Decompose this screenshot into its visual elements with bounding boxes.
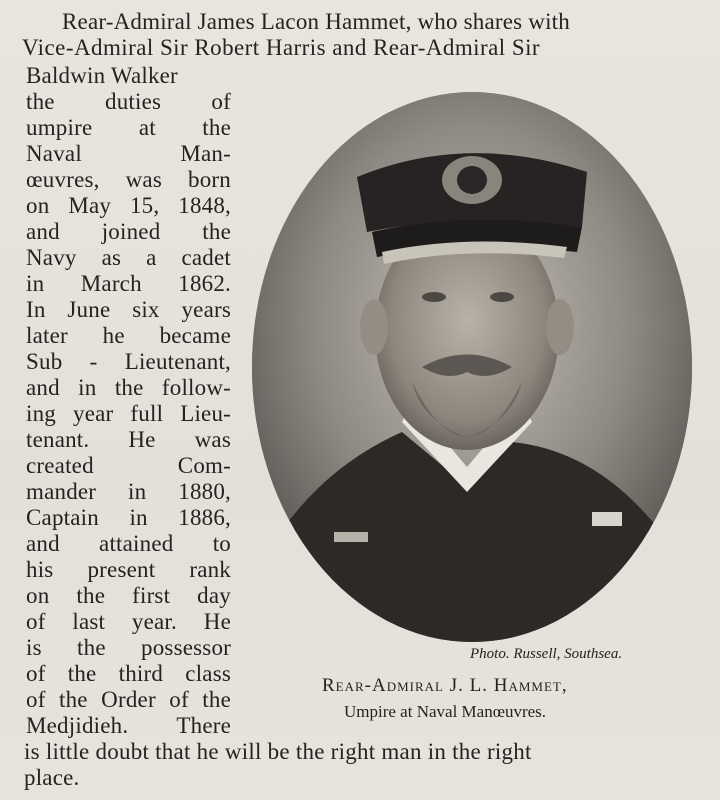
column-line: umpire at the [26, 115, 231, 140]
text-line-1: Rear-Admiral James Lacon Hammet, who shares with [62, 9, 570, 34]
text-line-2: Vice-Admiral Sir Robert Harris and Rear-Admiral Sir [22, 35, 541, 60]
column-line: Sub - Lieutenant, [26, 349, 231, 374]
column-line: œuvres, was born [26, 167, 231, 192]
column-line: Naval Man- [26, 141, 231, 166]
column-line: of the Order of the [26, 687, 231, 712]
column-line: his present rank [26, 557, 231, 582]
column-line: the duties of [26, 89, 231, 114]
column-line: Baldwin Walker [26, 63, 178, 88]
column-line: later he became [26, 323, 231, 348]
column-line: tenant. He was [26, 427, 231, 452]
column-line: and in the follow- [26, 375, 231, 400]
portrait-illustration [252, 92, 692, 642]
portrait-photo [252, 92, 692, 642]
column-line: is the possessor [26, 635, 231, 660]
photo-credit: Photo. Russell, Southsea. [470, 646, 623, 662]
column-line: Navy as a cadet [26, 245, 231, 270]
text-line-bottom-2: place. [24, 765, 80, 790]
caption-subtitle: Umpire at Naval Manœuvres. [344, 702, 547, 721]
column-line: ing year full Lieu- [26, 401, 231, 426]
column-line: in March 1862. [26, 271, 231, 296]
column-line: on the first day [26, 583, 231, 608]
column-line: In June six years [26, 297, 231, 322]
column-line: and joined the [26, 219, 231, 244]
column-line: created Com- [26, 453, 231, 478]
column-line: of last year. He [26, 609, 231, 634]
column-line: on May 15, 1848, [26, 193, 231, 218]
column-line: Medjidieh. There [26, 713, 231, 738]
column-line: mander in 1880, [26, 479, 231, 504]
text-line-bottom-1: is little doubt that he will be the right man in the right [24, 739, 532, 764]
column-line: and attained to [26, 531, 231, 556]
column-line: Captain in 1886, [26, 505, 231, 530]
column-line: of the third class [26, 661, 231, 686]
caption-title: Rear-Admiral J. L. Hammet, [322, 675, 568, 696]
